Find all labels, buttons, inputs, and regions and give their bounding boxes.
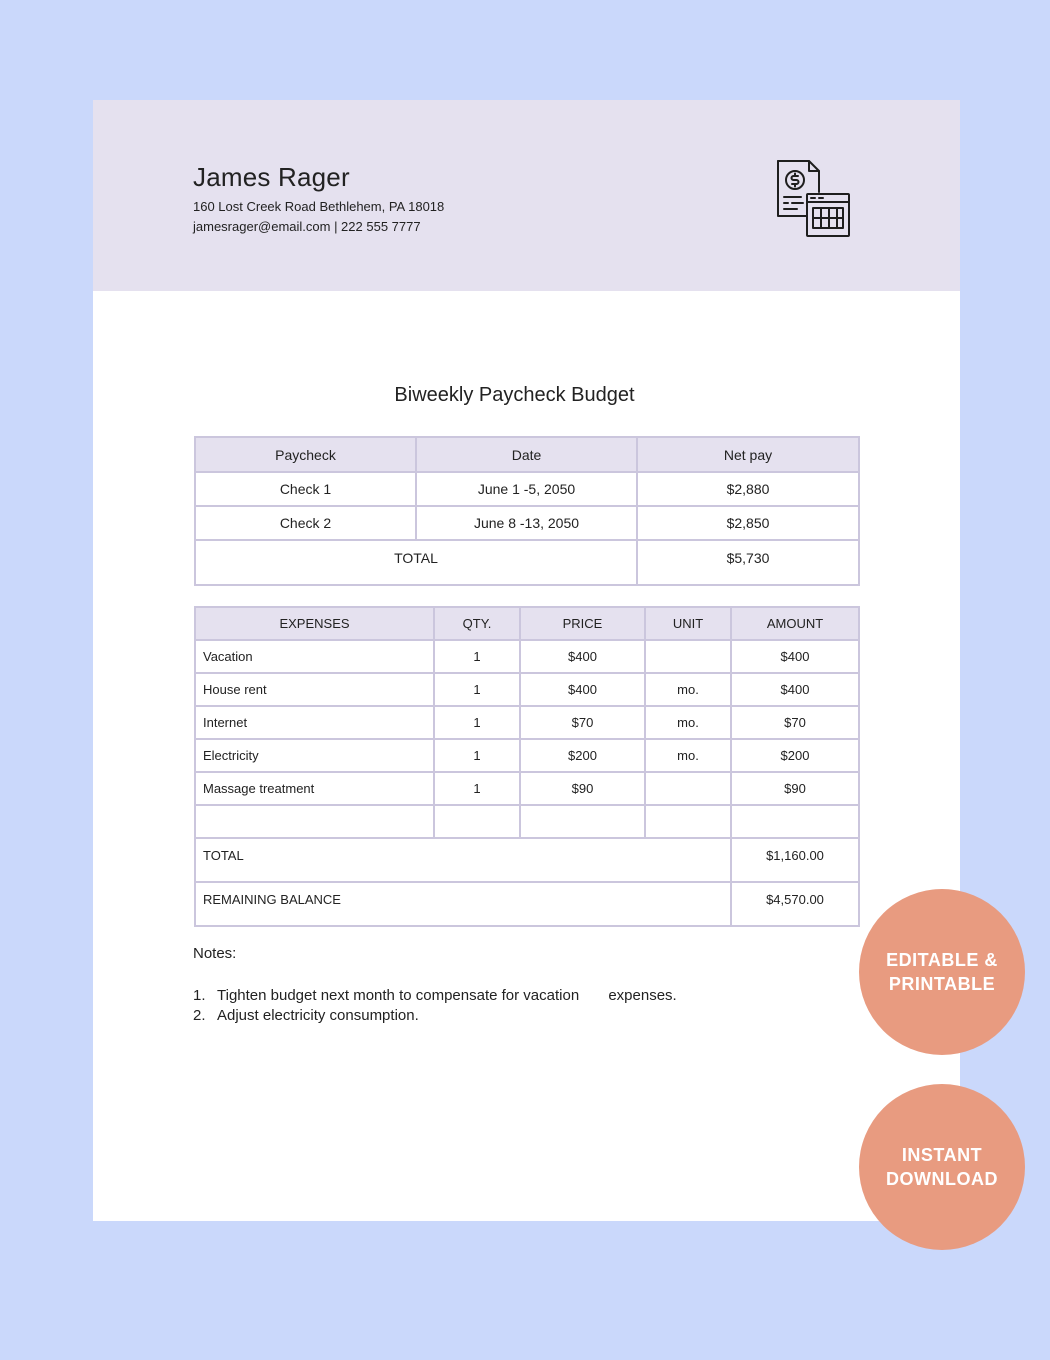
date-cell: June 8 -13, 2050 bbox=[416, 506, 637, 540]
budget-document-icon bbox=[775, 158, 855, 240]
document-title: Biweekly Paycheck Budget bbox=[394, 384, 635, 406]
note-number: 2. bbox=[193, 1007, 206, 1024]
expense-qty: 1 bbox=[434, 673, 520, 706]
paycheck-cell: Check 2 bbox=[195, 506, 416, 540]
editable-printable-badge bbox=[859, 889, 1025, 1055]
document-header bbox=[93, 100, 960, 291]
column-header: Date bbox=[416, 437, 637, 472]
expense-name: Electricity bbox=[195, 739, 434, 772]
remaining-balance-value: $4,570.00 bbox=[731, 882, 859, 926]
paycheck-table bbox=[194, 436, 860, 586]
table-row bbox=[195, 506, 859, 540]
empty-cell bbox=[195, 805, 434, 838]
list-item bbox=[193, 986, 677, 1006]
empty-cell bbox=[434, 805, 520, 838]
table-row bbox=[195, 673, 859, 706]
owner-name: James Rager bbox=[193, 162, 350, 192]
table-row bbox=[195, 706, 859, 739]
empty-cell bbox=[731, 805, 859, 838]
expense-price: $70 bbox=[520, 706, 645, 739]
expense-unit bbox=[645, 772, 731, 805]
table-row bbox=[195, 882, 859, 926]
expense-price: $200 bbox=[520, 739, 645, 772]
net-pay-cell: $2,880 bbox=[637, 472, 859, 506]
table-row bbox=[195, 540, 859, 585]
expense-unit: mo. bbox=[645, 739, 731, 772]
note-text: Tighten budget next month to compensate for vacation expenses. bbox=[217, 987, 677, 1004]
expense-amount: $400 bbox=[731, 673, 859, 706]
list-item bbox=[193, 1006, 677, 1026]
expense-amount: $70 bbox=[731, 706, 859, 739]
expense-price: $400 bbox=[520, 640, 645, 673]
column-header: EXPENSES bbox=[195, 607, 434, 640]
note-text: Adjust electricity consumption. bbox=[217, 1007, 419, 1024]
expense-price: $90 bbox=[520, 772, 645, 805]
total-label: TOTAL bbox=[195, 540, 637, 585]
expenses-table bbox=[194, 606, 860, 927]
owner-contact: jamesrager@email.com | 222 555 7777 bbox=[193, 219, 421, 234]
table-row bbox=[195, 838, 859, 882]
expense-amount: $200 bbox=[731, 739, 859, 772]
expense-qty: 1 bbox=[434, 739, 520, 772]
expense-name: Vacation bbox=[195, 640, 434, 673]
column-header: PRICE bbox=[520, 607, 645, 640]
total-value: $5,730 bbox=[637, 540, 859, 585]
expense-amount: $400 bbox=[731, 640, 859, 673]
column-header: Paycheck bbox=[195, 437, 416, 472]
table-row-empty bbox=[195, 805, 859, 838]
expense-qty: 1 bbox=[434, 640, 520, 673]
expenses-total-label: TOTAL bbox=[195, 838, 731, 882]
table-row bbox=[195, 772, 859, 805]
instant-download-badge[interactable] bbox=[859, 1084, 1025, 1250]
empty-cell bbox=[645, 805, 731, 838]
note-number: 1. bbox=[193, 987, 206, 1004]
expense-name: Massage treatment bbox=[195, 772, 434, 805]
column-header: AMOUNT bbox=[731, 607, 859, 640]
table-row bbox=[195, 739, 859, 772]
expense-price: $400 bbox=[520, 673, 645, 706]
expense-amount: $90 bbox=[731, 772, 859, 805]
table-row bbox=[195, 472, 859, 506]
document-page bbox=[93, 100, 960, 1221]
remaining-balance-label: REMAINING BALANCE bbox=[195, 882, 731, 926]
notes-list bbox=[193, 986, 677, 1026]
expense-unit: mo. bbox=[645, 706, 731, 739]
date-cell: June 1 -5, 2050 bbox=[416, 472, 637, 506]
column-header: QTY. bbox=[434, 607, 520, 640]
column-header: Net pay bbox=[637, 437, 859, 472]
expense-name: Internet bbox=[195, 706, 434, 739]
net-pay-cell: $2,850 bbox=[637, 506, 859, 540]
expense-qty: 1 bbox=[434, 706, 520, 739]
badge-label: EDITABLE & PRINTABLE bbox=[886, 950, 998, 994]
expense-name: House rent bbox=[195, 673, 434, 706]
expense-qty: 1 bbox=[434, 772, 520, 805]
paycheck-cell: Check 1 bbox=[195, 472, 416, 506]
expense-unit bbox=[645, 640, 731, 673]
column-header: UNIT bbox=[645, 607, 731, 640]
owner-address: 160 Lost Creek Road Bethlehem, PA 18018 bbox=[193, 199, 445, 214]
expense-unit: mo. bbox=[645, 673, 731, 706]
notes-title: Notes: bbox=[193, 945, 237, 962]
badge-label: INSTANT DOWNLOAD bbox=[886, 1145, 998, 1189]
empty-cell bbox=[520, 805, 645, 838]
table-row bbox=[195, 640, 859, 673]
expenses-total-value: $1,160.00 bbox=[731, 838, 859, 882]
